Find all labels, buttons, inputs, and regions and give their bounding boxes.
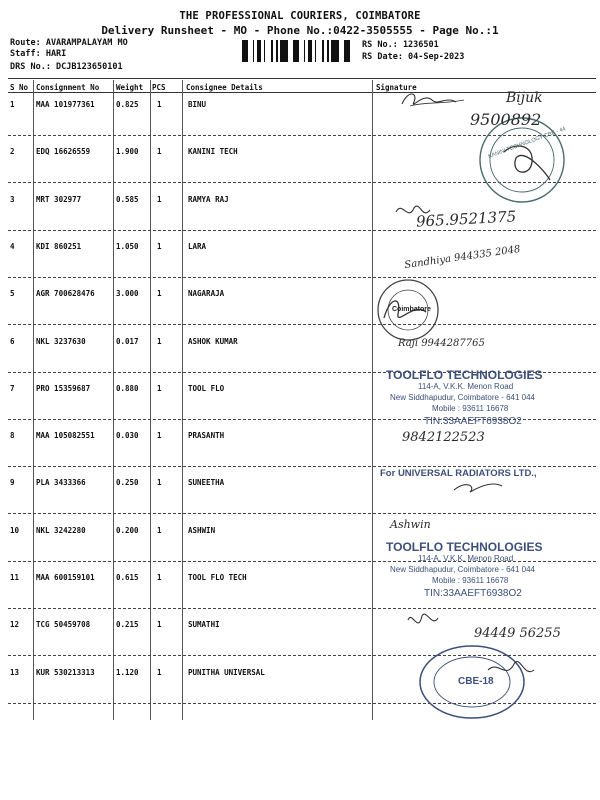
row-sno: 9	[10, 478, 15, 488]
row-pcs: 1	[157, 431, 162, 441]
row-weight: 1.120	[116, 667, 139, 677]
barcode-icon	[242, 40, 354, 62]
barcode-bar	[308, 40, 311, 62]
row-sno: 13	[10, 667, 20, 677]
stamp-universal-radiators: For UNIVERSAL RADIATORS LTD.,	[380, 468, 537, 479]
rs-date: RS Date: 04-Sep-2023	[362, 52, 465, 62]
signature-row4: Sandhiya 944335 2048	[403, 243, 522, 272]
row-consignment-number: PLA 3433366	[36, 478, 86, 488]
barcode-bar	[344, 40, 347, 62]
barcode-bar	[271, 40, 273, 62]
col-consignee-header: Consignee Details	[186, 83, 263, 92]
barcode-bar	[280, 40, 283, 62]
route-label: Route: AVARAMPALAYAM MO	[10, 38, 128, 48]
col-weight-header: Weight	[116, 83, 144, 92]
row-consignee: ASHWIN	[188, 525, 216, 535]
stamp-coimbatore: Coimbatore	[392, 306, 431, 313]
row-pcs: 1	[157, 620, 162, 630]
row-sno: 1	[10, 100, 15, 109]
row-weight: 1.050	[116, 241, 139, 251]
stamp-toolflo-addr1: 114-A, V.K.K. Menon Road	[418, 382, 514, 391]
staff-label: Staff: HARI	[10, 49, 67, 59]
row-consignment-number: MAA 600159101	[36, 573, 95, 582]
row-consignee: SUNEETHA	[188, 478, 225, 488]
row-weight: 0.200	[116, 525, 139, 535]
barcode-bar	[296, 40, 299, 62]
barcode-bar	[315, 40, 316, 62]
header-rule-top	[8, 78, 596, 79]
stamp-toolflo-name: TOOLFLO TECHNOLOGIES	[386, 368, 543, 382]
stamp-toolflo-tin: TIN:33AAEFT6938O2	[424, 416, 522, 427]
barcode-bar	[327, 40, 329, 62]
row-pcs: 1	[157, 573, 162, 582]
barcode-bar	[334, 40, 336, 62]
row-consignment-number: NKL 3237630	[36, 336, 86, 346]
row-consignee: NAGARAJA	[188, 289, 225, 299]
barcode-bar	[245, 40, 248, 62]
row-weight: 0.825	[116, 100, 139, 109]
row-pcs: 1	[157, 478, 162, 488]
row-sno: 10	[10, 525, 20, 535]
row-weight: 3.000	[116, 289, 139, 299]
row-sno: 3	[10, 194, 15, 204]
row-consignment-number: EDQ 16626559	[36, 147, 91, 157]
column-divider	[182, 80, 183, 720]
row-consignee: RAMYA RAJ	[188, 194, 229, 204]
row-consignee: LARA	[188, 241, 207, 251]
row-consignee: SUMATHI	[188, 620, 220, 630]
row-consignee: BINU	[188, 100, 207, 109]
stamp-toolflo-mobile: Mobile : 93611 16678	[432, 404, 509, 413]
barcode-bar	[242, 40, 245, 62]
row-pcs: 1	[157, 100, 162, 109]
barcode-bar	[260, 40, 261, 62]
col-sno-header: S No	[10, 83, 29, 92]
stamp-toolflo-mobile-2: Mobile : 93611 16678	[432, 576, 509, 585]
row-consignment-number: KUR 530213313	[36, 667, 95, 677]
stamp-toolflo-tin-2: TIN:33AAEFT6938O2	[424, 588, 522, 599]
column-divider	[33, 80, 34, 720]
signature-phone-row1: 9500892	[470, 110, 542, 129]
signature-phone-row3: 965.9521375	[415, 207, 517, 231]
barcode-bar	[347, 40, 350, 62]
barcode-bar	[264, 40, 265, 62]
stamp-toolflo-addr2-2: New Siddhapudur, Coimbatore - 641 044	[390, 565, 535, 574]
barcode-bar	[293, 40, 296, 62]
row-weight: 0.030	[116, 431, 139, 441]
stamp-kanini: KANINI TECHNOLOGY CBE - 44	[487, 126, 567, 160]
col-consignment-header: Consignment No	[36, 83, 100, 92]
row-pcs: 1	[157, 667, 162, 677]
row-sno: 5	[10, 289, 15, 299]
barcode-bar	[253, 40, 254, 62]
row-pcs: 1	[157, 383, 162, 393]
signature-row8: 9842122523	[402, 430, 485, 445]
row-sno: 4	[10, 241, 15, 251]
row-pcs: 1	[157, 147, 162, 157]
row-consignee: PRASANTH	[188, 431, 225, 441]
signature-row12: 94449 56255	[474, 626, 561, 641]
col-signature-header: Signature	[376, 83, 417, 92]
row-consignment-number: MRT 302977	[36, 194, 82, 204]
row-sno: 6	[10, 336, 15, 346]
row-weight: 0.250	[116, 478, 139, 488]
row-weight: 1.900	[116, 147, 139, 157]
stamp-toolflo-name-2: TOOLFLO TECHNOLOGIES	[386, 540, 543, 554]
barcode-bar	[311, 40, 312, 62]
stamp-toolflo-addr2: New Siddhapudur, Coimbatore - 641 044	[390, 393, 535, 402]
row-consignee: PUNITHA UNIVERSAL	[188, 667, 265, 677]
row-weight: 0.017	[116, 336, 139, 346]
stamp-cbe18: CBE-18	[458, 676, 494, 687]
row-weight: 0.880	[116, 383, 139, 393]
row-pcs: 1	[157, 525, 162, 535]
row-consignment-number: NKL 3242280	[36, 525, 86, 535]
barcode-bar	[283, 40, 285, 62]
row-consignment-number: TCG 50459708	[36, 620, 91, 630]
signature-column	[374, 82, 596, 722]
row-weight: 0.615	[116, 573, 139, 582]
row-weight: 0.585	[116, 194, 139, 204]
row-consignment-number: PRO 15359687	[36, 383, 91, 393]
row-consignee: TOOL FLO TECH	[188, 573, 247, 582]
col-pcs-header: PCS	[152, 83, 166, 92]
barcode-bar	[322, 40, 324, 62]
row-consignment-number: KDI 860251	[36, 241, 82, 251]
company-title: THE PROFESSIONAL COURIERS, COIMBATORE	[179, 10, 421, 22]
row-consignment-number: MAA 105082551	[36, 431, 95, 441]
row-sno: 2	[10, 147, 15, 157]
barcode-bar	[276, 40, 278, 62]
row-sno: 7	[10, 383, 15, 393]
column-divider	[372, 80, 373, 720]
barcode-bar	[331, 40, 334, 62]
column-divider	[150, 80, 151, 720]
row-consignment-number: MAA 101977361	[36, 100, 95, 109]
row-pcs: 1	[157, 194, 162, 204]
row-consignee: ASHOK KUMAR	[188, 336, 238, 346]
row-consignee: KANINI TECH	[188, 147, 238, 157]
row-consignee: TOOL FLO	[188, 383, 225, 393]
barcode-bar	[257, 40, 260, 62]
row-sno: 11	[10, 573, 20, 582]
signature-row6: Raji 9944287765	[398, 338, 485, 349]
runsheet-title: Delivery Runsheet - MO - Phone No.:0422-3505555 - Page No.:1	[101, 24, 499, 37]
row-pcs: 1	[157, 241, 162, 251]
row-pcs: 1	[157, 336, 162, 346]
stamp-toolflo-addr1-2: 114-A, V.K.K. Menon Road	[418, 554, 514, 563]
row-consignment-number: AGR 700628476	[36, 289, 95, 299]
row-pcs: 1	[157, 289, 162, 299]
barcode-bar	[304, 40, 305, 62]
rs-number: RS No.: 1236501	[362, 40, 439, 50]
row-sno: 12	[10, 620, 20, 630]
column-divider	[113, 80, 114, 720]
signature-row10: Ashwin	[390, 518, 431, 531]
drs-number: DRS No.: DCJB123650101	[10, 62, 123, 72]
barcode-bar	[285, 40, 288, 62]
row-sno: 8	[10, 431, 15, 441]
signature-name-row1: Bijuk	[506, 90, 543, 106]
barcode-bar	[336, 40, 339, 62]
row-weight: 0.215	[116, 620, 139, 630]
